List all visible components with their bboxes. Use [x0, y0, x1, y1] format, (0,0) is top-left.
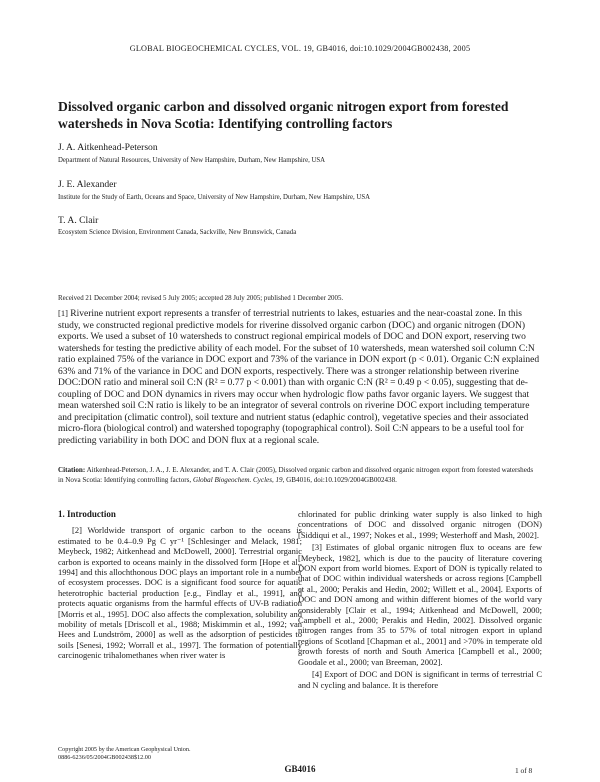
body-paragraph: [2] Worldwide transport of organic carbon to the oceans is estimated to be 0.4–0.9 Pg C yr⁻¹ [Schlesinger and Melack, 1981; Meybeck, 1982; Aitkenhead and McDowell, 2000]. Terrestrial organic carbon is exported to oceans mainly in the dissolved form [Hope et al., 1994] and this allochthonous DOC plays an important role in a number of ecosystem processes. DOC is a significant food source for aquatic heterotrophic bacterial production [e.g., Findlay et al., 1991], and protects aquatic organisms from the harmful effects of UV-B radiation [Morris et al., 1995]. DOC also affects the complexation, solubility and mobility of metals [Driscoll et al., 1988; Miskimmin et al., 1992; van Hees and Lundström, 2000] as well as the adsorption of pesticides to soils [Senesi, 1992; Worrall et al., 1997]. The formation of potentially carcinogenic trihalomethanes when river water is: [58, 525, 302, 661]
publication-dates: Received 21 December 2004; revised 5 July 2005; accepted 28 July 2005; published 1 December 2005.: [58, 295, 344, 302]
citation-doi: GB4016, doi:10.1029/2004GB002438.: [286, 475, 397, 484]
body-paragraph: [4] Export of DOC and DON is significant in terms of terrestrial C and N cycling and balance. It is therefore: [298, 669, 542, 690]
author-affiliation: Ecosystem Science Division, Environment Canada, Sackville, New Brunswick, Canada: [58, 229, 297, 236]
body-paragraph: [3] Estimates of global organic nitrogen flux to oceans are few [Meybeck, 1982], which is due to the paucity of literature covering DON export from world biomes. Export of DON is typically related to that of DOC within individual watersheds or across regions [Campbell et al., 2000; Perakis and Hedin, 2002; Willett et al., 2004]. Exports of DOC and DON among and within different biomes of the world vary considerably [Clair et al., 1994; Aitkenhead and McDowell, 2000; Campbell et al., 2000; Perakis and Hedin, 2002]. Dissolved organic nitrogen ranges from 35 to 57% of total nitrogen export in upland regions of Scotland [Chapman et al., 2001] and >70% in temperate old growth forests of north and South America [Campbell et al., 2000; Goodale et al., 2000; van Breeman, 2002].: [298, 542, 542, 667]
body-paragraph: chlorinated for public drinking water supply is also linked to high concentrations of DOC and dissolved organic nitrogen (DON) [Siddiqui et al., 1997; Nokes et al., 1999; Westerhoff and Mash, 2002].: [298, 509, 542, 540]
paragraph-number: [1]: [58, 308, 68, 318]
section-heading: 1. Introduction: [58, 509, 116, 519]
copyright-line: Copyright 2005 by the American Geophysical Union.: [58, 746, 191, 753]
footer-page-number: 1 of 8: [515, 766, 533, 775]
copyright: [58, 746, 191, 761]
citation-text: Aitkenhead-Peterson, J. A., J. E. Alexander, and T. A. Clair (2005), Dissolved organic carbon and dissolved organic nitrogen export from forested watersheds in Nova Scotia: Identifying controlling factors,: [58, 466, 534, 484]
right-column: [298, 509, 542, 690]
issn-line: 0886-6236/05/2004GB002438$12.00: [58, 753, 151, 761]
author-affiliation: Department of Natural Resources, University of New Hampshire, Durham, New Hampshire, USA: [58, 157, 326, 164]
paper-title: Dissolved organic carbon and dissolved organic nitrogen export from forested watersheds in Nova Scotia: Identifying controlling factors: [58, 99, 509, 131]
abstract-text: Riverine nutrient export represents a transfer of terrestrial nutrients to lakes, estuaries and the near-coastal zone. In this study, we constructed regional predictive models for riverine dissolved organic carbon (DOC) and organic nitrogen (DON) exports. We used a subset of 10 watersheds to construct regional empirical models of DOC and DON export, reserving two watersheds for testing the predictive ability of each model. For the subset of 10 watersheds, mean watershed soil column C:N ratio explained 75% of the variance in DOC export and 73% of the variance in DON export (p < 0.01). Organic C:N explained 63% and 71% of the variance in DOC and DON exports, respectively. There was a stronger relationship between riverine DOC:DON ratio and mineral soil C:N (R² = 0.77 p < 0.001) than with organic C:N (R² = 0.49 p < 0.05), suggesting that de-coupling of DOC and DON dynamics in rivers may occur when hydrologic flow paths favor organic layers. We suggest that mean watershed soil C:N ratio is likely to be an integrator of several controls on riverine DOC export including temperature and precipitation (climatic control), soil texture and nutrient status (edaphic control), vegetative species and their associated micro-flora (biological control) and watershed topography (topographical control). Soil C:N appears to be a useful tool for predicting variability in both DOC and DON flux at a regional scale.: [58, 309, 540, 446]
author-name: T. A. Clair: [58, 215, 99, 226]
abstract: [58, 308, 540, 447]
running-head: GLOBAL BIOGEOCHEMICAL CYCLES, VOL. 19, GB4016, doi:10.1029/2004GB002438, 2005: [129, 44, 471, 53]
author-affiliation: Institute for the Study of Earth, Oceans and Space, University of New Hampshire, Durham, New Hampshire, USA: [58, 194, 371, 201]
author-name: J. A. Aitkenhead-Peterson: [58, 142, 158, 153]
left-column: [58, 509, 302, 661]
citation: [58, 466, 540, 486]
citation-label: Citation:: [58, 466, 86, 474]
author-name: J. E. Alexander: [58, 179, 117, 190]
citation-journal: Global Biogeochem. Cycles, 19,: [192, 475, 285, 484]
footer-article-id: GB4016: [284, 764, 316, 774]
